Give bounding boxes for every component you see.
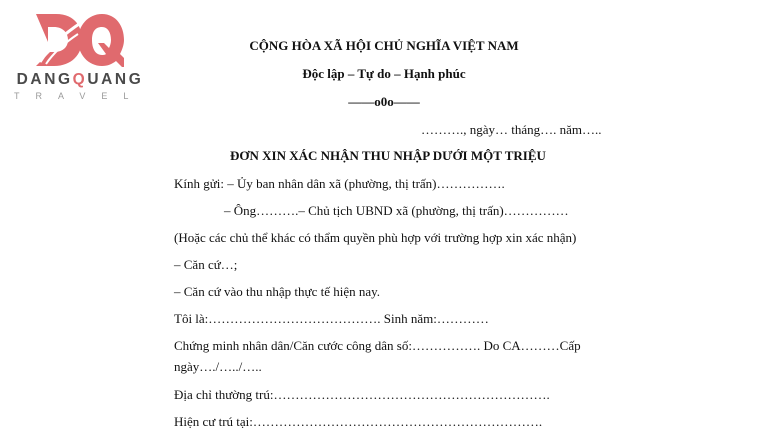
header-separator: ——o0o——: [348, 94, 420, 109]
basis-line-2: – Căn cứ vào thu nhập thực tế hiện nay.: [174, 284, 381, 299]
current-residence-line: Hiện cư trú tại:………………………………………………………….: [174, 414, 543, 429]
national-header: CỘNG HÒA XÃ HỘI CHỦ NGHĨA VIỆT NAM: [249, 38, 519, 53]
national-motto: Độc lập – Tự do – Hạnh phúc: [302, 66, 466, 81]
document-title: ĐƠN XIN XÁC NHẬN THU NHẬP DƯỚI MỘT TRIỆU: [230, 148, 546, 163]
applicant-name-line: Tôi là:…………………………………. Sinh năm:…………: [174, 311, 489, 326]
dangquang-travel-logo: [8, 12, 148, 102]
permanent-address-line: Địa chỉ thường trú:……………………………………………………….: [174, 387, 550, 402]
recipient-note: (Hoặc các chủ thể khác có thẩm quyền phù hợp với trường hợp xin xác nhận): [174, 230, 577, 245]
basis-line-1: – Căn cứ…;: [174, 257, 238, 272]
id-issue-date-line: ngày…./…../…..: [174, 359, 262, 374]
brand-name: DANGQUANG: [16, 71, 144, 88]
id-number-line: Chứng minh nhân dân/Căn cước công dân số:……………. Do CA………Cấp: [174, 338, 581, 353]
date-line: ………., ngày… tháng…. năm…..: [421, 122, 602, 137]
recipient-chairman-line: – Ông……….– Chủ tịch UBND xã (phường, thị trấn)……………: [224, 203, 569, 218]
brand-tagline: TRAVEL: [14, 91, 145, 101]
recipient-line: Kính gửi: – Ủy ban nhân dân xã (phường, thị trấn)…………….: [174, 176, 505, 191]
